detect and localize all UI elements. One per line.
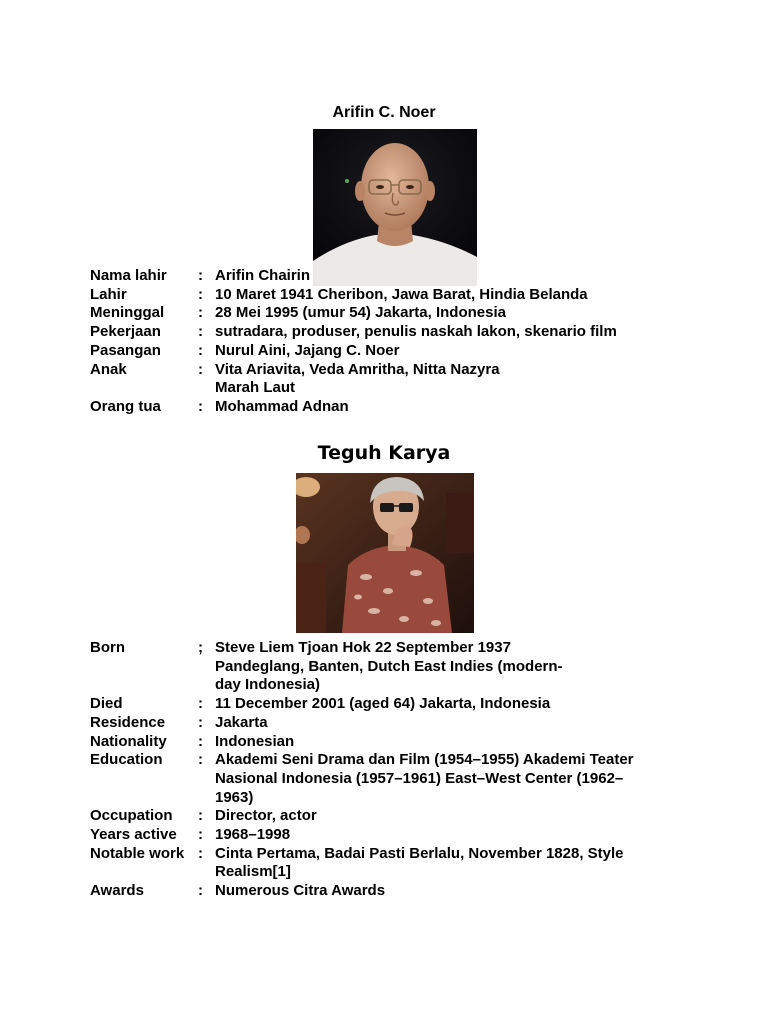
detail-separator: :: [198, 341, 203, 359]
detail-label: Anak: [90, 360, 127, 378]
person1-portrait-photo: [313, 129, 477, 286]
person1-name: Arifin C. Noer: [332, 104, 436, 121]
detail-label: Occupation: [90, 807, 173, 825]
detail-value: Steve Liem Tjoan Hok 22 September 1937 Pandeglang, Banten, Dutch East Indies (modern- day Indonesia): [215, 639, 563, 694]
detail-separator: :: [198, 695, 203, 713]
detail-label: Born: [90, 639, 125, 656]
detail-value: Director, actor: [215, 807, 317, 825]
detail-separator: :: [198, 882, 203, 900]
detail-value: Vita Ariavita, Veda Amritha, Nitta Nazyra Marah Laut: [215, 360, 500, 397]
detail-row: [90, 826, 690, 845]
detail-separator: :: [198, 732, 203, 750]
detail-value: Numerous Citra Awards: [215, 882, 386, 900]
person1-portrait-illustration: [313, 129, 477, 286]
detail-value: 10 Maret 1941 Cheribon, Jawa Barat, Hindia Belanda: [215, 285, 588, 303]
detail-label: Nama lahir: [90, 267, 167, 284]
detail-value: Nurul Aini, Jajang C. Noer: [215, 341, 400, 359]
detail-separator: :: [198, 844, 203, 862]
detail-value: Indonesian: [215, 732, 295, 750]
detail-row: [90, 286, 690, 305]
detail-separator: ;: [198, 639, 203, 656]
detail-value: sutradara, produser, penulis naskah lakon, skenario film: [215, 323, 617, 341]
detail-value: Akademi Seni Drama dan Film (1954–1955) Akademi Teater Nasional Indonesia (1957–1961) East–West Center (1962– 1963): [215, 751, 634, 806]
detail-value: Jakarta: [215, 713, 268, 731]
detail-label: Nationality: [90, 732, 167, 750]
detail-label: Notable work: [90, 844, 185, 862]
detail-row: [90, 845, 690, 882]
detail-separator: :: [198, 826, 203, 844]
detail-label: Residence: [90, 713, 166, 731]
detail-row: [90, 267, 690, 286]
person2-portrait-photo: [296, 473, 474, 633]
detail-row: [90, 751, 690, 807]
detail-row: [90, 361, 690, 398]
detail-label: Died: [90, 695, 123, 713]
detail-separator: :: [198, 267, 203, 284]
detail-row: [90, 714, 690, 733]
detail-label: Meninggal: [90, 304, 165, 322]
detail-row: [90, 807, 690, 826]
detail-separator: :: [198, 360, 203, 378]
detail-label: Orang tua: [90, 397, 161, 415]
detail-label: Years active: [90, 826, 177, 844]
detail-separator: :: [198, 397, 203, 415]
detail-value: 28 Mei 1995 (umur 54) Jakarta, Indonesia: [215, 304, 506, 322]
detail-row: [90, 304, 690, 323]
detail-separator: :: [198, 285, 203, 303]
detail-separator: :: [198, 751, 203, 769]
detail-row: [90, 733, 690, 752]
detail-label: Pekerjaan: [90, 323, 161, 341]
detail-separator: :: [198, 807, 203, 825]
detail-value: Cinta Pertama, Badai Pasti Berlalu, November 1828, Style Realism[1]: [215, 844, 624, 881]
detail-row: [90, 398, 690, 417]
detail-row: [90, 639, 690, 695]
person1-details: [90, 267, 690, 417]
person2-name: Teguh Karya: [317, 442, 451, 464]
person2-portrait-illustration: [296, 473, 474, 633]
detail-row: [90, 323, 690, 342]
detail-row: [90, 342, 690, 361]
detail-value: 11 December 2001 (aged 64) Jakarta, Indonesia: [215, 695, 551, 713]
detail-row: [90, 695, 690, 714]
detail-separator: :: [198, 304, 203, 322]
detail-label: Awards: [90, 882, 144, 900]
detail-label: Education: [90, 751, 163, 769]
person2-details: [90, 639, 690, 901]
detail-value: Arifin Chairin: [215, 267, 311, 284]
detail-value: 1968–1998: [215, 826, 291, 844]
detail-row: [90, 882, 690, 901]
detail-label: Lahir: [90, 285, 127, 303]
detail-value: Mohammad Adnan: [215, 397, 349, 415]
detail-separator: :: [198, 713, 203, 731]
detail-label: Pasangan: [90, 341, 161, 359]
detail-separator: :: [198, 323, 203, 341]
